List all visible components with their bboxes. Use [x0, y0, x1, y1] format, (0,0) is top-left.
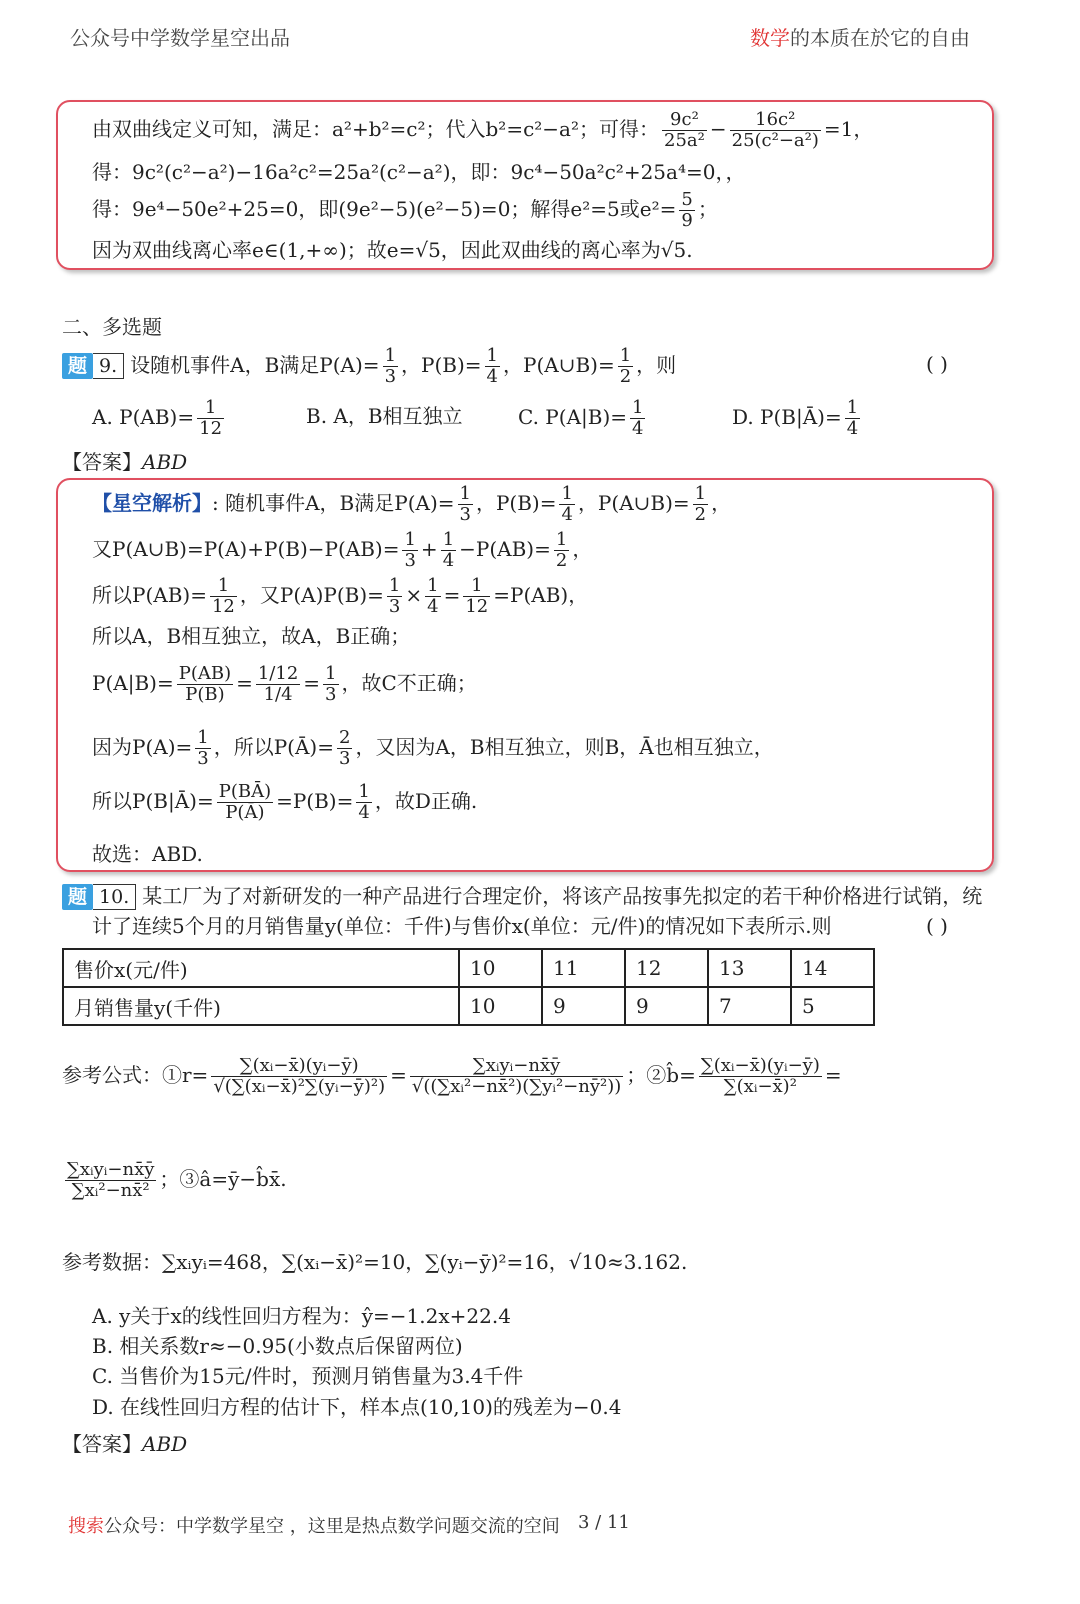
table-cell: 售价x(元/件) — [63, 949, 459, 987]
frac-den: 4 — [427, 596, 439, 617]
frac — [211, 1056, 387, 1097]
page-number: 3 / 11 — [578, 1512, 630, 1533]
t: = — [303, 671, 321, 695]
q10-option-b: B. 相关系数r≈−0.95(小数点后保留两位) — [92, 1334, 463, 1358]
frac-num: ∑(xᵢ−x̄)(yᵢ−ȳ) — [211, 1056, 387, 1077]
formula-line-2 — [62, 1160, 287, 1201]
q9-stem-b: ，P(B)= — [401, 353, 482, 377]
frac-num: 16c² — [730, 110, 821, 131]
frac — [387, 576, 402, 617]
frac-num: 5 — [681, 189, 693, 210]
frac-den: 25(c²−a²) — [731, 130, 819, 151]
q9-option-a — [92, 398, 227, 439]
sol9-line-3 — [92, 576, 588, 617]
t: ，P(B)= — [475, 491, 557, 515]
answer-value: ABD — [142, 1432, 188, 1456]
frac — [630, 398, 645, 439]
q9-option-c — [518, 398, 648, 439]
q9-option-d — [732, 398, 863, 439]
frac — [323, 664, 338, 705]
t: 所以P(AB)= — [92, 583, 207, 607]
table-row — [63, 949, 874, 987]
header-right-highlight: 数学 — [750, 26, 790, 50]
frac — [356, 782, 371, 823]
frac-den: 4 — [846, 418, 859, 439]
t: = — [236, 671, 253, 695]
frac-num: 1 — [197, 727, 209, 748]
t: = — [390, 1063, 407, 1087]
q9-stem — [62, 346, 676, 387]
t: ， — [572, 537, 593, 561]
frac — [679, 190, 694, 231]
frac-num: 1 — [442, 529, 455, 550]
section-title: 二、多选题 — [62, 315, 162, 339]
t: ①r= — [162, 1063, 209, 1087]
q9-answer — [62, 448, 187, 476]
frac-num: 1 — [358, 781, 370, 802]
header-left: 公众号中学数学星空出品 — [70, 26, 290, 50]
q10-answer — [62, 1430, 187, 1458]
sol9-line-4: 所以A，B相互独立，故A，B正确； — [92, 624, 411, 648]
frac-den: 2 — [694, 504, 707, 525]
frac-num: 1 — [388, 575, 401, 596]
frac-den: 4 — [561, 504, 573, 525]
box1-line-4: 因为双曲线离心率e∈(1,+∞)；故e=√5，因此双曲线的离心率为√5. — [92, 238, 693, 262]
frac-den: 12 — [211, 596, 235, 617]
frac — [485, 346, 500, 387]
footer-main: 公众号：中学数学星空 ，这里是热点数学问题交流的空间 — [104, 1516, 560, 1537]
frac — [383, 346, 398, 387]
box1-line-3 — [92, 190, 718, 231]
q9-stem-c: ，P(A∪B)= — [503, 353, 615, 377]
box1-l3-text: 得：9e⁴−50e²+25=0，即(9e²−5)(e²−5)=0；解得e²=5或e²= — [92, 197, 677, 221]
frac — [441, 530, 456, 571]
formula-line-1 — [62, 1056, 842, 1097]
frac-num: 1 — [694, 483, 707, 504]
data-label: 参考数据： — [62, 1250, 162, 1274]
frac-den: 4 — [632, 418, 644, 439]
frac-num: 1 — [384, 345, 397, 366]
frac-num: 2 — [338, 727, 351, 748]
table-cell: 12 — [625, 949, 708, 987]
frac — [618, 346, 633, 387]
frac-den: 9 — [681, 210, 693, 231]
table-cell: 10 — [459, 949, 542, 987]
table-cell: 7 — [708, 987, 791, 1025]
answer-label: 【答案】 — [62, 1432, 142, 1456]
table-cell: 5 — [791, 987, 874, 1025]
t: ，故C不正确； — [341, 671, 477, 695]
q10-stem-2: 计了连续5个月的月销售量y(单位：千件)与售价x(单位：元/件)的情况如下表所示.则 — [92, 914, 832, 938]
frac-den: 3 — [459, 504, 471, 525]
frac-den: P(Ā) — [225, 802, 265, 823]
t: −P(AB)= — [459, 537, 551, 561]
question-number: 10. — [93, 884, 136, 910]
frac-num: 1 — [325, 663, 337, 684]
q9-paren: ( ) — [926, 352, 948, 376]
q10-option-a: A. y关于x的线性回归方程为：ŷ=−1.2x+22.4 — [92, 1304, 511, 1328]
frac-num: 1 — [846, 397, 859, 418]
frac — [65, 1160, 156, 1201]
frac-num: 1 — [427, 575, 439, 596]
frac — [554, 530, 569, 571]
frac — [662, 110, 707, 151]
q10-stem-text: 某工厂为了对新研发的一种产品进行合理定价，将该产品按事先拟定的若干种价格进行试销，统 — [142, 884, 983, 908]
frac-num: 1 — [632, 397, 644, 418]
q10-option-c: C. 当售价为15元/件时，预测月销售量为3.4千件 — [92, 1364, 524, 1388]
frac — [730, 110, 821, 151]
t: 因为P(A)= — [92, 735, 193, 759]
data-text: ∑xᵢyᵢ=468，∑(xᵢ−x̄)²=10，∑(yᵢ−ȳ)²=16，√10≈3.162. — [162, 1250, 688, 1274]
frac — [410, 1056, 623, 1097]
frac-den: 2 — [619, 366, 632, 387]
t: =P(B)= — [276, 789, 354, 813]
frac — [559, 484, 574, 525]
question-tag: 题 — [62, 353, 93, 379]
t: ，故D正确. — [374, 789, 478, 813]
sol9-line-2 — [92, 530, 592, 571]
table-cell: 14 — [791, 949, 874, 987]
frac-den: √((∑xᵢ²−nx̄²)(∑yᵢ²−nȳ²)) — [411, 1076, 622, 1097]
data-table — [62, 948, 875, 1026]
frac-num: 1 — [404, 529, 416, 550]
frac — [693, 484, 708, 525]
question-number: 9. — [93, 353, 124, 379]
frac — [337, 728, 352, 769]
q10-stem-1 — [62, 882, 982, 910]
frac — [197, 398, 224, 439]
table-cell: 10 — [459, 987, 542, 1025]
frac-den: 3 — [388, 596, 401, 617]
opt-text: A. P(AB)= — [92, 405, 195, 429]
t: ， — [711, 491, 732, 515]
frac-num: 1 — [619, 345, 632, 366]
opt-text: D. P(B|Ā)= — [732, 405, 842, 429]
q9-option-b: B. A，B相互独立 — [306, 404, 463, 428]
sol9-line-6 — [92, 728, 774, 769]
frac — [699, 1056, 822, 1097]
frac-num: 1 — [463, 576, 490, 597]
t: ，所以P(Ā)= — [213, 735, 334, 759]
formula-label: 参考公式： — [62, 1063, 162, 1087]
frac — [210, 576, 237, 617]
sol9-line-5 — [92, 664, 477, 705]
t: =P(AB)， — [493, 583, 589, 607]
frac — [195, 728, 210, 769]
q10-option-d: D. 在线性回归方程的估计下，样本点(10,10)的残差为−0.4 — [92, 1395, 622, 1419]
frac-num: P(BĀ) — [218, 781, 272, 802]
frac-den: 1/4 — [263, 684, 293, 705]
answer-value: ABD — [142, 450, 188, 474]
frac — [845, 398, 860, 439]
frac-den: 3 — [338, 748, 351, 769]
frac-num: 9c² — [662, 110, 707, 131]
frac — [458, 484, 473, 525]
box1-l1-end: =1， — [823, 117, 874, 141]
sol9-line-8: 故选：ABD. — [92, 842, 203, 866]
q10-paren: ( ) — [926, 914, 948, 938]
frac-num: ∑(xᵢ−x̄)(yᵢ−ȳ) — [700, 1055, 820, 1076]
t: ；②b̂= — [626, 1063, 696, 1087]
answer-label: 【答案】 — [62, 450, 142, 474]
t: × — [405, 583, 423, 607]
frac-num: ∑xᵢyᵢ−nx̄ȳ — [67, 1159, 155, 1180]
frac-den: 4 — [442, 550, 455, 571]
box1-l3-end: ； — [697, 197, 718, 221]
frac-num: 1 — [210, 576, 237, 597]
frac — [463, 576, 490, 617]
box1-line-2: 得：9c²(c²−a²)−16a²c²=25a²(c²−a²)，即：9c⁴−50a²c²+25a⁴=0，， — [92, 160, 746, 184]
reference-data — [62, 1248, 687, 1276]
box1-line-1 — [92, 110, 873, 151]
t: 又P(A∪B)=P(A)+P(B)−P(AB)= — [92, 537, 400, 561]
t: = — [443, 583, 461, 607]
frac-den: ∑xᵢ²−nx̄² — [71, 1180, 150, 1201]
table-cell: 11 — [542, 949, 625, 987]
opt-text: C. P(A|B)= — [518, 405, 628, 429]
t: ；③â=ȳ−b̂x̄. — [159, 1167, 287, 1191]
table-cell: 9 — [542, 987, 625, 1025]
question-tag: 题 — [62, 884, 93, 910]
t: = — [824, 1063, 842, 1087]
frac-den: 12 — [199, 418, 223, 439]
header-right — [750, 22, 970, 51]
t: ，又P(A)P(B)= — [239, 583, 384, 607]
t: : 随机事件A，B满足P(A)= — [212, 491, 455, 515]
footer-highlight: 搜索 — [68, 1516, 104, 1537]
table-row — [63, 987, 874, 1025]
frac-den: 3 — [384, 366, 397, 387]
frac-num: ∑xᵢyᵢ−nx̄ȳ — [410, 1056, 623, 1077]
frac-num: 1 — [555, 529, 568, 550]
sol9-line-7 — [92, 782, 477, 823]
sol9-line-1 — [92, 484, 731, 525]
solution-label: 【星空解析】 — [92, 491, 212, 515]
frac-num: 1 — [486, 345, 498, 366]
frac-den: 2 — [555, 550, 568, 571]
frac-den: 4 — [358, 802, 370, 823]
frac — [402, 530, 417, 571]
frac-den: P(B) — [185, 684, 225, 705]
t: ，P(A∪B)= — [577, 491, 690, 515]
t: 所以P(B|Ā)= — [92, 789, 214, 813]
frac-den: 3 — [404, 550, 416, 571]
frac-den: 4 — [486, 366, 498, 387]
frac — [256, 664, 300, 705]
frac-num: 1 — [561, 483, 573, 504]
frac-num: P(AB) — [178, 663, 232, 684]
table-cell: 月销售量y(千件) — [63, 987, 459, 1025]
q9-stem-d: ，则 — [636, 353, 677, 377]
frac-den: 12 — [465, 596, 489, 617]
frac-num: 1 — [197, 398, 224, 419]
table-cell: 13 — [708, 949, 791, 987]
frac-den: 3 — [197, 748, 209, 769]
t: P(A|B)= — [92, 671, 174, 695]
frac-den: 3 — [325, 684, 337, 705]
frac-den: ∑(xᵢ−x̄)² — [723, 1076, 797, 1097]
t: ，又因为A，B相互独立，则B，Ā也相互独立， — [355, 735, 774, 759]
minus: − — [709, 117, 727, 141]
table-cell: 9 — [625, 987, 708, 1025]
frac — [217, 782, 273, 823]
frac-den: √(∑(xᵢ−x̄)²∑(yᵢ−ȳ)²) — [213, 1076, 386, 1097]
header-right-rest: 的本质在於它的自由 — [790, 26, 970, 50]
frac — [425, 576, 440, 617]
frac-num: 1/12 — [257, 663, 299, 684]
q9-stem-a: 设随机事件A，B满足P(A)= — [130, 353, 380, 377]
frac-den: 25a² — [664, 130, 705, 151]
box1-l1-text: 由双曲线定义可知，满足：a²+b²=c²；代入b²=c²−a²；可得： — [92, 117, 659, 141]
footer-text — [68, 1512, 560, 1538]
t: + — [420, 537, 438, 561]
frac-num: 1 — [459, 483, 471, 504]
frac — [177, 664, 233, 705]
